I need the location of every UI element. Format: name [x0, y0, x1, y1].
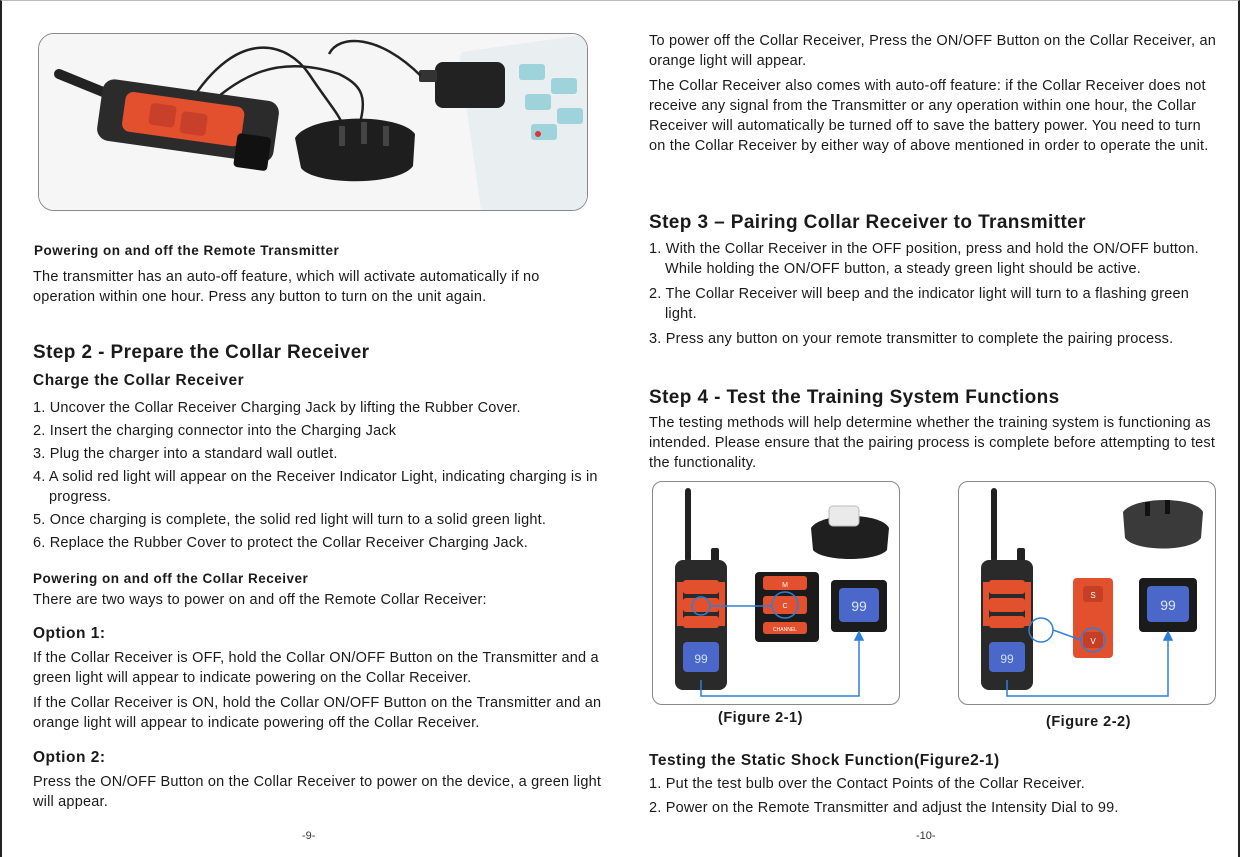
poweroff-paragraph: To power off the Collar Receiver, Press the ON/OFF Button on the Collar Receiver, an orange light will appear.	[649, 33, 1216, 69]
page-number-right: -10-	[916, 830, 936, 842]
list-item: 2. The Collar Receiver will beep and the indicator light will turn to a flashing green light.	[649, 286, 1190, 322]
transmitter-screen-value: 99	[1000, 652, 1014, 666]
step4-title: Step 4 - Test the Training System Functions	[649, 387, 1060, 408]
page-number-left: -9-	[302, 830, 316, 842]
option2-title: Option 2:	[33, 749, 106, 766]
key-s-label: S	[1090, 591, 1096, 600]
figure-2-2	[958, 481, 1216, 705]
collar-receiver-icon	[811, 506, 889, 559]
transmitter-power-body: The transmitter has an auto-off feature, which will activate automatically if no operation within one hour. Press any button to turn on the unit again.	[33, 269, 540, 305]
list-item: 1. Uncover the Collar Receiver Charging Jack by lifting the Rubber Cover.	[33, 400, 521, 416]
charging-photo	[38, 33, 588, 211]
static-shock-title: Testing the Static Shock Function(Figure2-1)	[649, 752, 1000, 769]
figure-2-1	[652, 481, 900, 705]
list-item: 6. Replace the Rubber Cover to protect the Collar Receiver Charging Jack.	[33, 535, 528, 551]
receiver-power-body: There are two ways to power on and off the Remote Collar Receiver:	[33, 592, 487, 608]
list-item: 1. Put the test bulb over the Contact Points of the Collar Receiver.	[649, 776, 1085, 792]
step3-list	[649, 239, 1219, 349]
key-c-label: C	[782, 603, 788, 610]
step2-title: Step 2 - Prepare the Collar Receiver	[33, 342, 370, 363]
list-item: 5. Once charging is complete, the solid red light will turn to a solid green light.	[33, 512, 547, 528]
collar-receiver-icon	[1123, 500, 1203, 549]
list-item: 1. With the Collar Receiver in the OFF position, press and hold the ON/OFF button. While holding the ON/OFF button, a steady green light should be active.	[649, 241, 1199, 277]
option1-para2: If the Collar Receiver is ON, hold the Collar ON/OFF Button on the Transmitter and an orange light will appear to indicate powering off the Collar Receiver.	[33, 695, 602, 731]
option2-body: Press the ON/OFF Button on the Collar Receiver to power on the device, a green light will appear.	[33, 774, 602, 810]
side-buttons-zoom	[1073, 578, 1113, 658]
receiver-power-title: Powering on and off the Collar Receiver	[33, 571, 309, 586]
figure-2-1-illustration	[653, 482, 899, 704]
charge-steps	[33, 398, 603, 553]
list-item: 4. A solid red light will appear on the Receiver Indicator Light, indicating charging is in progress.	[33, 469, 598, 505]
figure-2-2-caption: (Figure 2-2)	[1046, 714, 1131, 730]
key-channel-label: CHANNEL	[773, 627, 797, 633]
charge-title: Charge the Collar Receiver	[33, 372, 245, 389]
list-item: 2. Power on the Remote Transmitter and adjust the Intensity Dial to 99.	[649, 800, 1119, 816]
lcd-value: 99	[851, 598, 867, 614]
step4-body: The testing methods will help determine whether the training system is functioning as intended. Please ensure that the pairing process is complete before attempting to test the functionality.	[649, 415, 1216, 471]
transmitter-screen-value: 99	[694, 652, 708, 666]
charging-illustration	[39, 34, 587, 210]
key-m-label: M	[782, 582, 788, 589]
figure-2-2-illustration	[959, 482, 1215, 704]
list-item: 2. Insert the charging connector into the Charging Jack	[33, 423, 397, 439]
lcd-value: 99	[1160, 597, 1176, 613]
list-item: 3. Plug the charger into a standard wall outlet.	[33, 446, 338, 462]
static-shock-list	[649, 774, 1219, 818]
key-v-label: V	[1090, 637, 1096, 646]
list-item: 3. Press any button on your remote transmitter to complete the pairing process.	[649, 331, 1174, 347]
option1-para1: If the Collar Receiver is OFF, hold the Collar ON/OFF Button on the Transmitter and a green light will appear to indicate powering on the Collar Receiver.	[33, 650, 599, 686]
power-strip-icon	[459, 34, 587, 210]
figure-2-1-caption: (Figure 2-1)	[718, 710, 803, 726]
step3-title: Step 3 – Pairing Collar Receiver to Transmitter	[649, 212, 1086, 233]
autooff-paragraph: The Collar Receiver also comes with auto-off feature: if the Collar Receiver does not receive any signal from the Transmitter or any operation within one hour, the Collar Receiver will automatically be turned off to save the battery power. You need to turn on the Collar Receiver by either way of above mentioned in order to operate the unit.	[649, 78, 1209, 154]
right-page	[620, 0, 1240, 857]
option1-title: Option 1:	[33, 625, 106, 642]
transmitter-power-title: Powering on and off the Remote Transmitter	[34, 243, 340, 258]
collar-receiver-icon	[295, 119, 415, 182]
